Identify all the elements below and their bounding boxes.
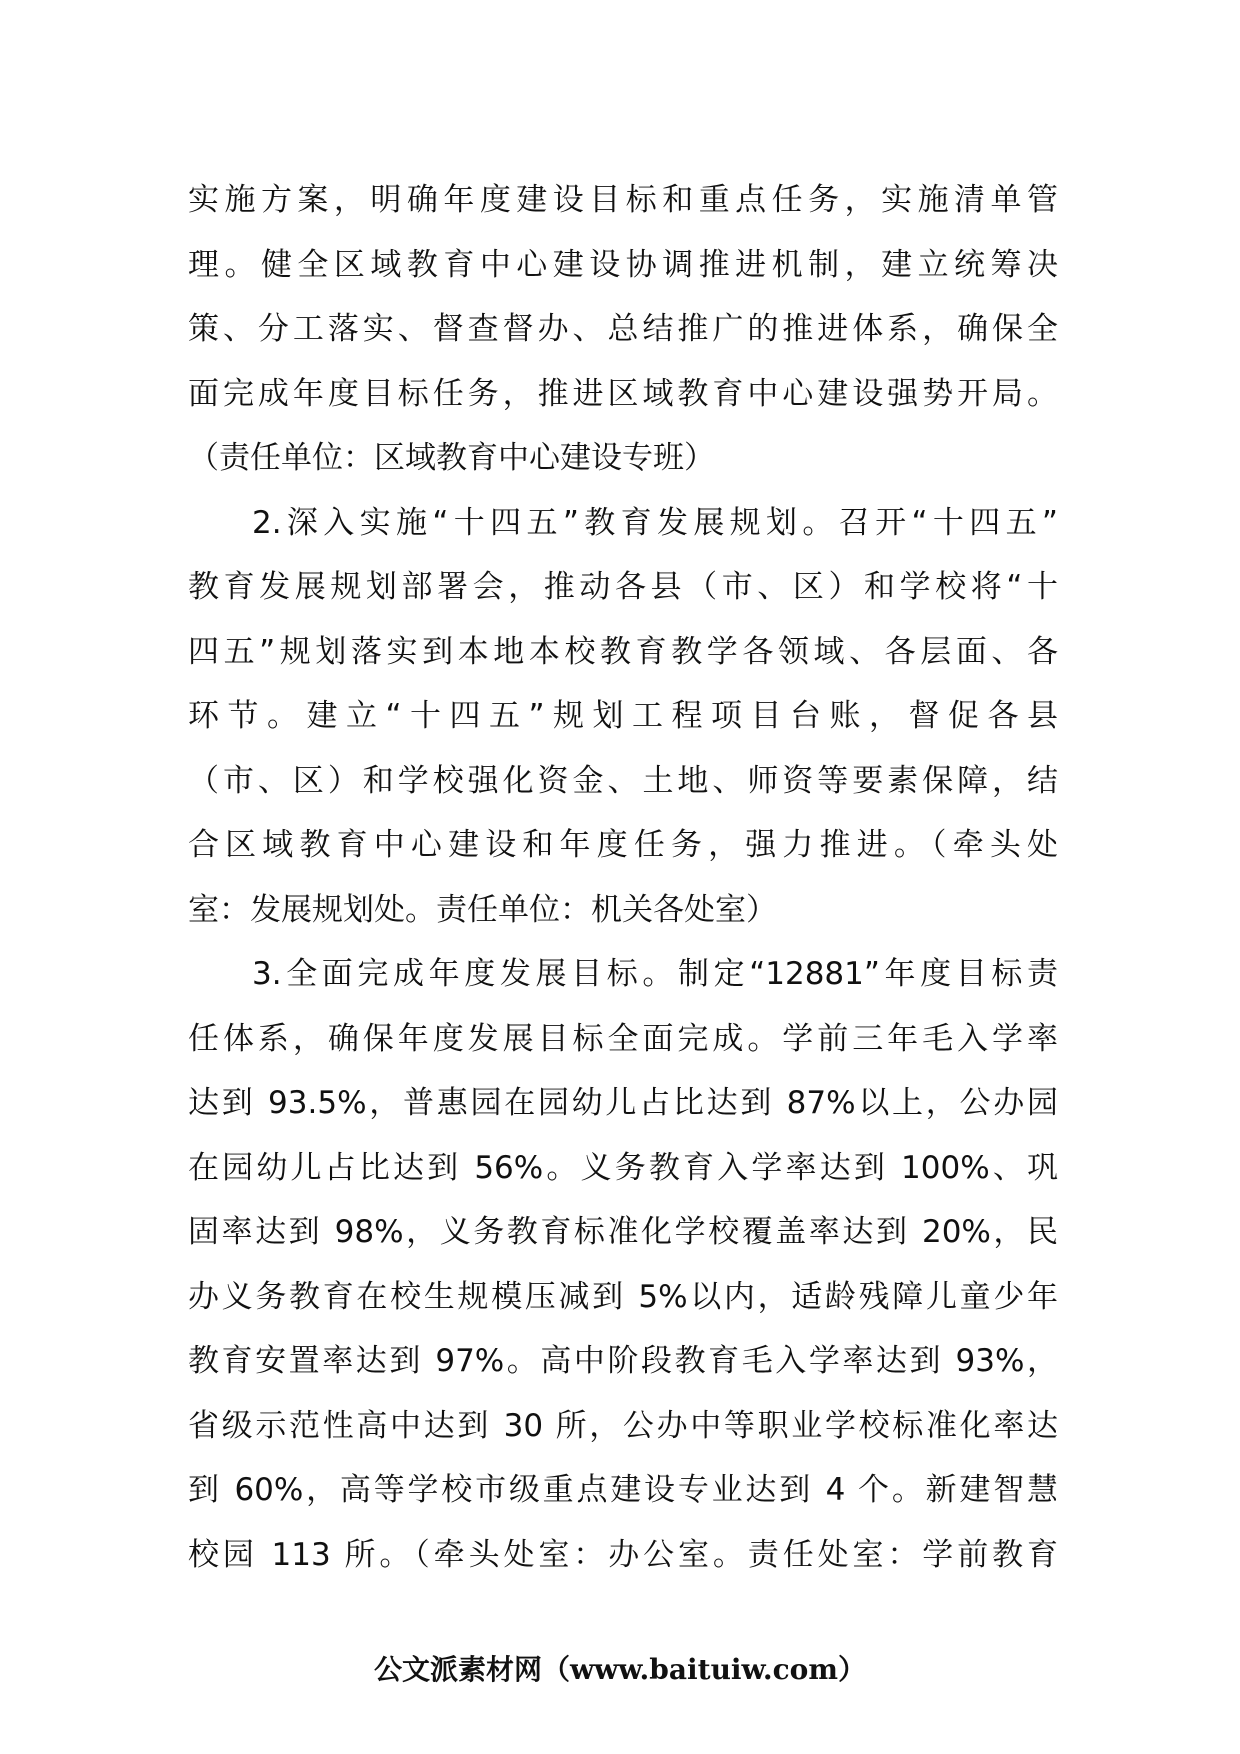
text-line-7: 教育发展规划部署会，推动各县（市、区）和学校将“十 xyxy=(188,569,1058,605)
footer-watermark: 公文派素材网（www.baituiw.com） xyxy=(374,1653,866,1686)
text-line-11: 合区域教育中心建设和年度任务，强力推进。（牵头处 xyxy=(188,827,1058,863)
text-line-8: 四五”规划落实到本地本校教育教学各领域、各层面、各 xyxy=(188,633,1058,670)
text-line-16: 在园幼儿占比达到 56%。义务教育入学率达到 100%、巩 xyxy=(188,1149,1058,1186)
text-line-1: 实施方案，明确年度建设目标和重点任务，实施清单管 xyxy=(188,182,1058,218)
text-line-21: 到 60%，高等学校市级重点建设专业达到 4 个。新建智慧 xyxy=(188,1472,1058,1508)
text-line-17: 固率达到 98%，义务教育标准化学校覆盖率达到 20%，民 xyxy=(188,1214,1058,1250)
text-line-4: 面完成年度目标任务，推进区域教育中心建设强势开局。 xyxy=(188,375,1058,412)
text-line-20: 省级示范性高中达到 30 所，公办中等职业学校标准化率达 xyxy=(188,1407,1058,1444)
text-line-22: 校园 113 所。（牵头处室：办公室。责任处室：学前教育 xyxy=(188,1536,1058,1573)
document-body xyxy=(188,168,1058,1587)
text-line-3: 策、分工落实、督查督办、总结推广的推进体系，确保全 xyxy=(188,311,1058,347)
paragraph-2-heading-line: 2.深入实施“十四五”教育发展规划。召开“十四五” xyxy=(252,504,1058,541)
text-line-12: 室：发展规划处。责任单位：机关各处室） xyxy=(188,891,777,928)
text-line-9: 环节。建立“十四五”规划工程项目台账，督促各县 xyxy=(188,698,1058,734)
text-line-10: （市、区）和学校强化资金、土地、师资等要素保障，结 xyxy=(188,762,1058,799)
text-line-14: 任体系，确保年度发展目标全面完成。学前三年毛入学率 xyxy=(188,1020,1058,1057)
text-line-19: 教育安置率达到 97%。高中阶段教育毛入学率达到 93%， xyxy=(188,1343,1058,1379)
paragraph-3-heading-line: 3.全面完成年度发展目标。制定“12881”年度目标责 xyxy=(252,956,1058,992)
text-line-15: 达到 93.5%，普惠园在园幼儿占比达到 87%以上，公办园 xyxy=(188,1085,1058,1121)
text-line-5: （责任单位：区域教育中心建设专班） xyxy=(188,440,715,476)
text-line-18: 办义务教育在校生规模压减到 5%以内，适龄残障儿童少年 xyxy=(188,1278,1058,1315)
text-line-2: 理。健全区域教育中心建设协调推进机制，建立统筹决 xyxy=(188,246,1058,283)
